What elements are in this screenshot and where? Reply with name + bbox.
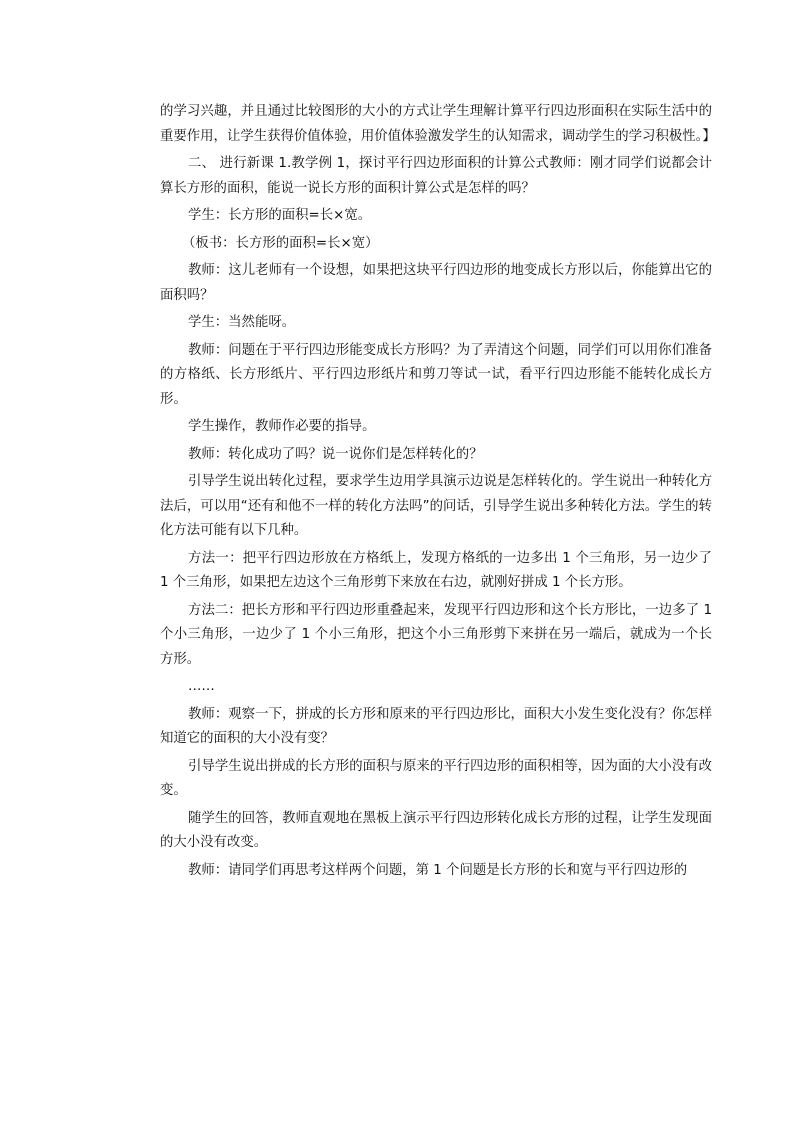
paragraph-method-two: 方法二：把长方形和平行四边形重叠起来，发现平行四边形和这个长方形比，一边多了 1 个小三角形，一边少了 1 个小三角形，把这个小三角形剪下来拼在另一端后，就成为一个长方形。 <box>160 602 712 667</box>
paragraph-intro-continuation: 的学习兴趣，并且通过比较图形的大小的方式让学生理解计算平行四边形面积在实际生活中的重要作用，让学生获得价值体验，用价值体验激发学生的认知需求，调动学生的学习积极性。】 <box>160 104 716 144</box>
paragraph-guide-process: 引导学生说出转化过程，要求学生边用学具演示边说是怎样转化的。学生说出一种转化方法后，可以用“还有和他不一样的转化方法吗”的问话，引导学生说出多种转化方法。学生的转化方法可能有以下几种。 <box>160 474 712 538</box>
paragraph-student-reply: 学生：当然能呀。 <box>188 315 296 330</box>
paragraph-method-one: 方法一：把平行四边形放在方格纸上，发现方格纸的一边多出 1 个三角形，另一边少了 1 个三角形，如果把左边这个三角形剪下来放在右边，就刚好拼成 1 个长方形。 <box>160 550 712 590</box>
paragraph-demonstration: 随学生的回答，教师直观地在黑板上演示平行四边形转化成长方形的过程，让学生发现面的大小没有改变。 <box>160 810 712 850</box>
document-body <box>160 100 716 883</box>
paragraph-guide-equal-area: 引导学生说出拼成的长方形的面积与原来的平行四边形的面积相等，因为面的大小没有改变。 <box>160 758 712 798</box>
paragraph-teacher-two-questions: 教师：请同学们再思考这样两个问题，第 1 个问题是长方形的长和宽与平行四边形的 <box>188 862 688 878</box>
paragraph-teacher-observe: 教师：观察一下，拼成的长方形和原来的平行四边形比，面积大小发生变化没有？你怎样知道它的面积的大小没有变？ <box>160 706 712 746</box>
paragraph-student-operation: 学生操作，教师作必要的指导。 <box>188 419 376 434</box>
paragraph-new-lesson: 二、 进行新课 1.教学例 1，探讨平行四边形面积的计算公式教师：刚才同学们说都会计算长方形的面积，能说一说长方形的面积计算公式是怎样的吗？ <box>160 156 712 196</box>
paragraph-student-answer: 学生：长方形的面积=长×宽。 <box>188 208 372 223</box>
paragraph-teacher-idea: 教师：这儿老师有一个设想，如果把这块平行四边形的地变成长方形以后，你能算出它的面积吗？ <box>160 263 712 303</box>
paragraph-teacher-check: 教师：转化成功了吗？说一说你们是怎样转化的？ <box>188 446 483 462</box>
paragraph-ellipsis: …… <box>188 679 215 694</box>
paragraph-teacher-question: 教师：问题在于平行四边形能变成长方形吗？为了弄清这个问题，同学们可以用你们准备的方格纸、长方形纸片、平行四边形纸片和剪刀等试一试，看平行四边形能不能转化成长方形。 <box>160 342 712 407</box>
paragraph-blackboard-note: （板书：长方形的面积=长×宽） <box>182 235 379 251</box>
